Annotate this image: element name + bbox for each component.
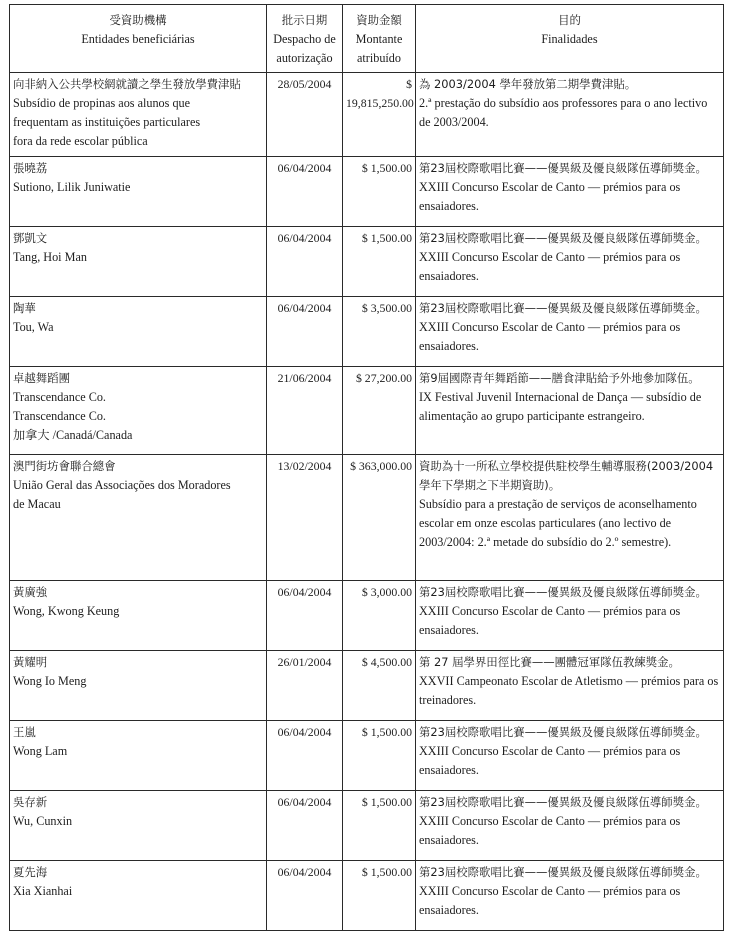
header-date-pt: Despacho de autorização	[273, 32, 336, 65]
entity-cell	[10, 721, 267, 791]
purpose-cell	[416, 367, 724, 455]
purpose-pt: XXIII Concurso Escolar de Canto — prémios para os ensaiadores.	[419, 250, 681, 283]
date-cell: 06/04/2004	[267, 581, 343, 651]
table-body	[10, 73, 724, 931]
header-purpose	[416, 5, 724, 73]
entity-name-line: Wu, Cunxin	[13, 814, 73, 828]
date-cell: 06/04/2004	[267, 791, 343, 861]
header-amount-pt: Montante atribuído	[355, 32, 403, 65]
entity-name-line: Subsídio de propinas aos alunos que	[13, 96, 191, 110]
amount-cell: $ 1,500.00	[343, 721, 416, 791]
entity-cell	[10, 157, 267, 227]
purpose-cell	[416, 581, 724, 651]
entity-cell	[10, 651, 267, 721]
entity-name-line: Wong Io Meng	[13, 674, 87, 688]
purpose-cell	[416, 227, 724, 297]
amount-cell: $ 1,500.00	[343, 791, 416, 861]
entity-cell	[10, 297, 267, 367]
entity-name-line: de Macau	[13, 497, 61, 511]
purpose-pt: XXVII Campeonato Escolar de Atletismo — prémios para os treinadores.	[419, 674, 719, 707]
date-cell: 13/02/2004	[267, 455, 343, 581]
amount-cell: $ 1,500.00	[343, 157, 416, 227]
purpose-zh: 第9屆國際青年舞蹈節——膳食津貼給予外地參加隊伍。	[419, 371, 700, 385]
entity-name-zh: 卓越舞蹈團	[13, 371, 70, 385]
amount-cell: $ 27,200.00	[343, 367, 416, 455]
amount-cell: $ 19,815,250.00	[343, 73, 416, 157]
entity-name-line: Transcendance Co.	[13, 409, 106, 423]
amount-cell: $ 3,500.00	[343, 297, 416, 367]
entity-name-zh: 夏先海	[13, 865, 48, 879]
entity-cell	[10, 367, 267, 455]
entity-name-line: Xia Xianhai	[13, 884, 73, 898]
purpose-pt: IX Festival Juvenil Internacional de Dança — subsídio de alimentação ao grupo participante estrangeiro.	[419, 390, 702, 423]
table-header-row	[10, 5, 724, 73]
purpose-zh: 第 27 屆學界田徑比賽——團體冠軍隊伍教練獎金。	[419, 655, 680, 669]
purpose-zh: 為 2003/2004 學年發放第二期學費津貼。	[419, 77, 637, 91]
purpose-zh: 第23屆校際歌唱比賽——優異級及優良級隊伍導師獎金。	[419, 161, 707, 175]
amount-cell: $ 1,500.00	[343, 227, 416, 297]
table-row	[10, 581, 724, 651]
entity-name-line: União Geral das Associações dos Moradores	[13, 478, 231, 492]
table-row	[10, 367, 724, 455]
table-row	[10, 651, 724, 721]
header-purpose-zh: 目的	[558, 13, 581, 27]
entity-name-line: Sutiono, Lilik Juniwatie	[13, 180, 131, 194]
amount-cell: $ 3,000.00	[343, 581, 416, 651]
purpose-pt: XXIII Concurso Escolar de Canto — prémios para os ensaiadores.	[419, 180, 681, 213]
entity-name-zh: 向非納入公共學校網就讀之學生發放學費津貼	[13, 77, 241, 91]
entity-name-line: Transcendance Co.	[13, 390, 106, 404]
date-cell: 28/05/2004	[267, 73, 343, 157]
date-cell: 06/04/2004	[267, 227, 343, 297]
header-entity	[10, 5, 267, 73]
entity-name-line: Wong Lam	[13, 744, 68, 758]
purpose-cell	[416, 651, 724, 721]
header-entity-pt: Entidades beneficiárias	[81, 32, 195, 46]
amount-cell: $ 363,000.00	[343, 455, 416, 581]
entity-name-line: fora da rede escolar pública	[13, 134, 148, 148]
purpose-pt: 2.ª prestação do subsídio aos professores para o ano lectivo de 2003/2004.	[419, 96, 708, 129]
amount-cell: $ 4,500.00	[343, 651, 416, 721]
header-entity-zh: 受資助機構	[109, 13, 167, 27]
purpose-pt: XXIII Concurso Escolar de Canto — prémios para os ensaiadores.	[419, 604, 681, 637]
entity-name-zh: 吳存新	[13, 795, 48, 809]
entity-name-zh: 黃廣強	[13, 585, 48, 599]
date-cell: 06/04/2004	[267, 721, 343, 791]
entity-name-line: 加拿大 /Canadá/Canada	[13, 428, 133, 442]
table-row	[10, 157, 724, 227]
purpose-zh: 第23屆校際歌唱比賽——優異級及優良級隊伍導師獎金。	[419, 865, 707, 879]
amount-cell: $ 1,500.00	[343, 861, 416, 931]
purpose-cell	[416, 721, 724, 791]
purpose-cell	[416, 455, 724, 581]
purpose-cell	[416, 861, 724, 931]
purpose-cell	[416, 157, 724, 227]
entity-cell	[10, 861, 267, 931]
entity-name-zh: 張曉荔	[13, 161, 48, 175]
header-amount	[343, 5, 416, 73]
purpose-cell	[416, 791, 724, 861]
purpose-cell	[416, 73, 724, 157]
purpose-zh: 第23屆校際歌唱比賽——優異級及優良級隊伍導師獎金。	[419, 725, 707, 739]
table-row	[10, 227, 724, 297]
date-cell: 26/01/2004	[267, 651, 343, 721]
entity-cell	[10, 455, 267, 581]
entity-name-zh: 澳門街坊會聯合總會	[13, 459, 116, 473]
entity-name-line: frequentam as instituições particulares	[13, 115, 201, 129]
date-cell: 06/04/2004	[267, 297, 343, 367]
entity-cell	[10, 227, 267, 297]
purpose-zh: 第23屆校際歌唱比賽——優異級及優良級隊伍導師獎金。	[419, 231, 707, 245]
table-row	[10, 721, 724, 791]
purpose-zh: 第23屆校際歌唱比賽——優異級及優良級隊伍導師獎金。	[419, 585, 707, 599]
purpose-pt: XXIII Concurso Escolar de Canto — prémios para os ensaiadores.	[419, 320, 681, 353]
entity-name-zh: 王嵐	[13, 725, 36, 739]
purpose-pt: XXIII Concurso Escolar de Canto — prémios para os ensaiadores.	[419, 884, 681, 917]
purpose-pt: XXIII Concurso Escolar de Canto — prémios para os ensaiadores.	[419, 744, 681, 777]
table-row	[10, 791, 724, 861]
entity-cell	[10, 581, 267, 651]
purpose-cell	[416, 297, 724, 367]
entity-name-zh: 陶華	[13, 301, 36, 315]
entity-name-line: Tang, Hoi Man	[13, 250, 87, 264]
purpose-pt: Subsídio para a prestação de serviços de aconselhamento escolar em onze escolas particulares (ano lectivo de 2003/2004: 2.ª metade do subsídio do 2.º semestre).	[419, 497, 697, 549]
date-cell: 06/04/2004	[267, 157, 343, 227]
header-date-zh: 批示日期	[281, 13, 328, 27]
purpose-zh: 第23屆校際歌唱比賽——優異級及優良級隊伍導師獎金。	[419, 795, 707, 809]
header-amount-zh: 資助金額	[356, 13, 402, 27]
header-purpose-pt: Finalidades	[541, 32, 598, 46]
table-row	[10, 297, 724, 367]
entity-cell	[10, 73, 267, 157]
entity-name-line: Tou, Wa	[13, 320, 54, 334]
entity-name-line: Wong, Kwong Keung	[13, 604, 120, 618]
table-row	[10, 455, 724, 581]
date-cell: 21/06/2004	[267, 367, 343, 455]
purpose-pt: XXIII Concurso Escolar de Canto — prémios para os ensaiadores.	[419, 814, 681, 847]
purpose-zh: 第23屆校際歌唱比賽——優異級及優良級隊伍導師獎金。	[419, 301, 707, 315]
entity-name-zh: 鄧凱文	[13, 231, 48, 245]
table-row	[10, 73, 724, 157]
purpose-zh: 資助為十一所私立學校提供駐校學生輔導服務(2003/2004 學年下學期之下半期資助)。	[419, 459, 714, 492]
table-row	[10, 861, 724, 931]
date-cell: 06/04/2004	[267, 861, 343, 931]
grants-table	[9, 4, 724, 931]
entity-cell	[10, 791, 267, 861]
entity-name-zh: 黃耀明	[13, 655, 48, 669]
header-date	[267, 5, 343, 73]
